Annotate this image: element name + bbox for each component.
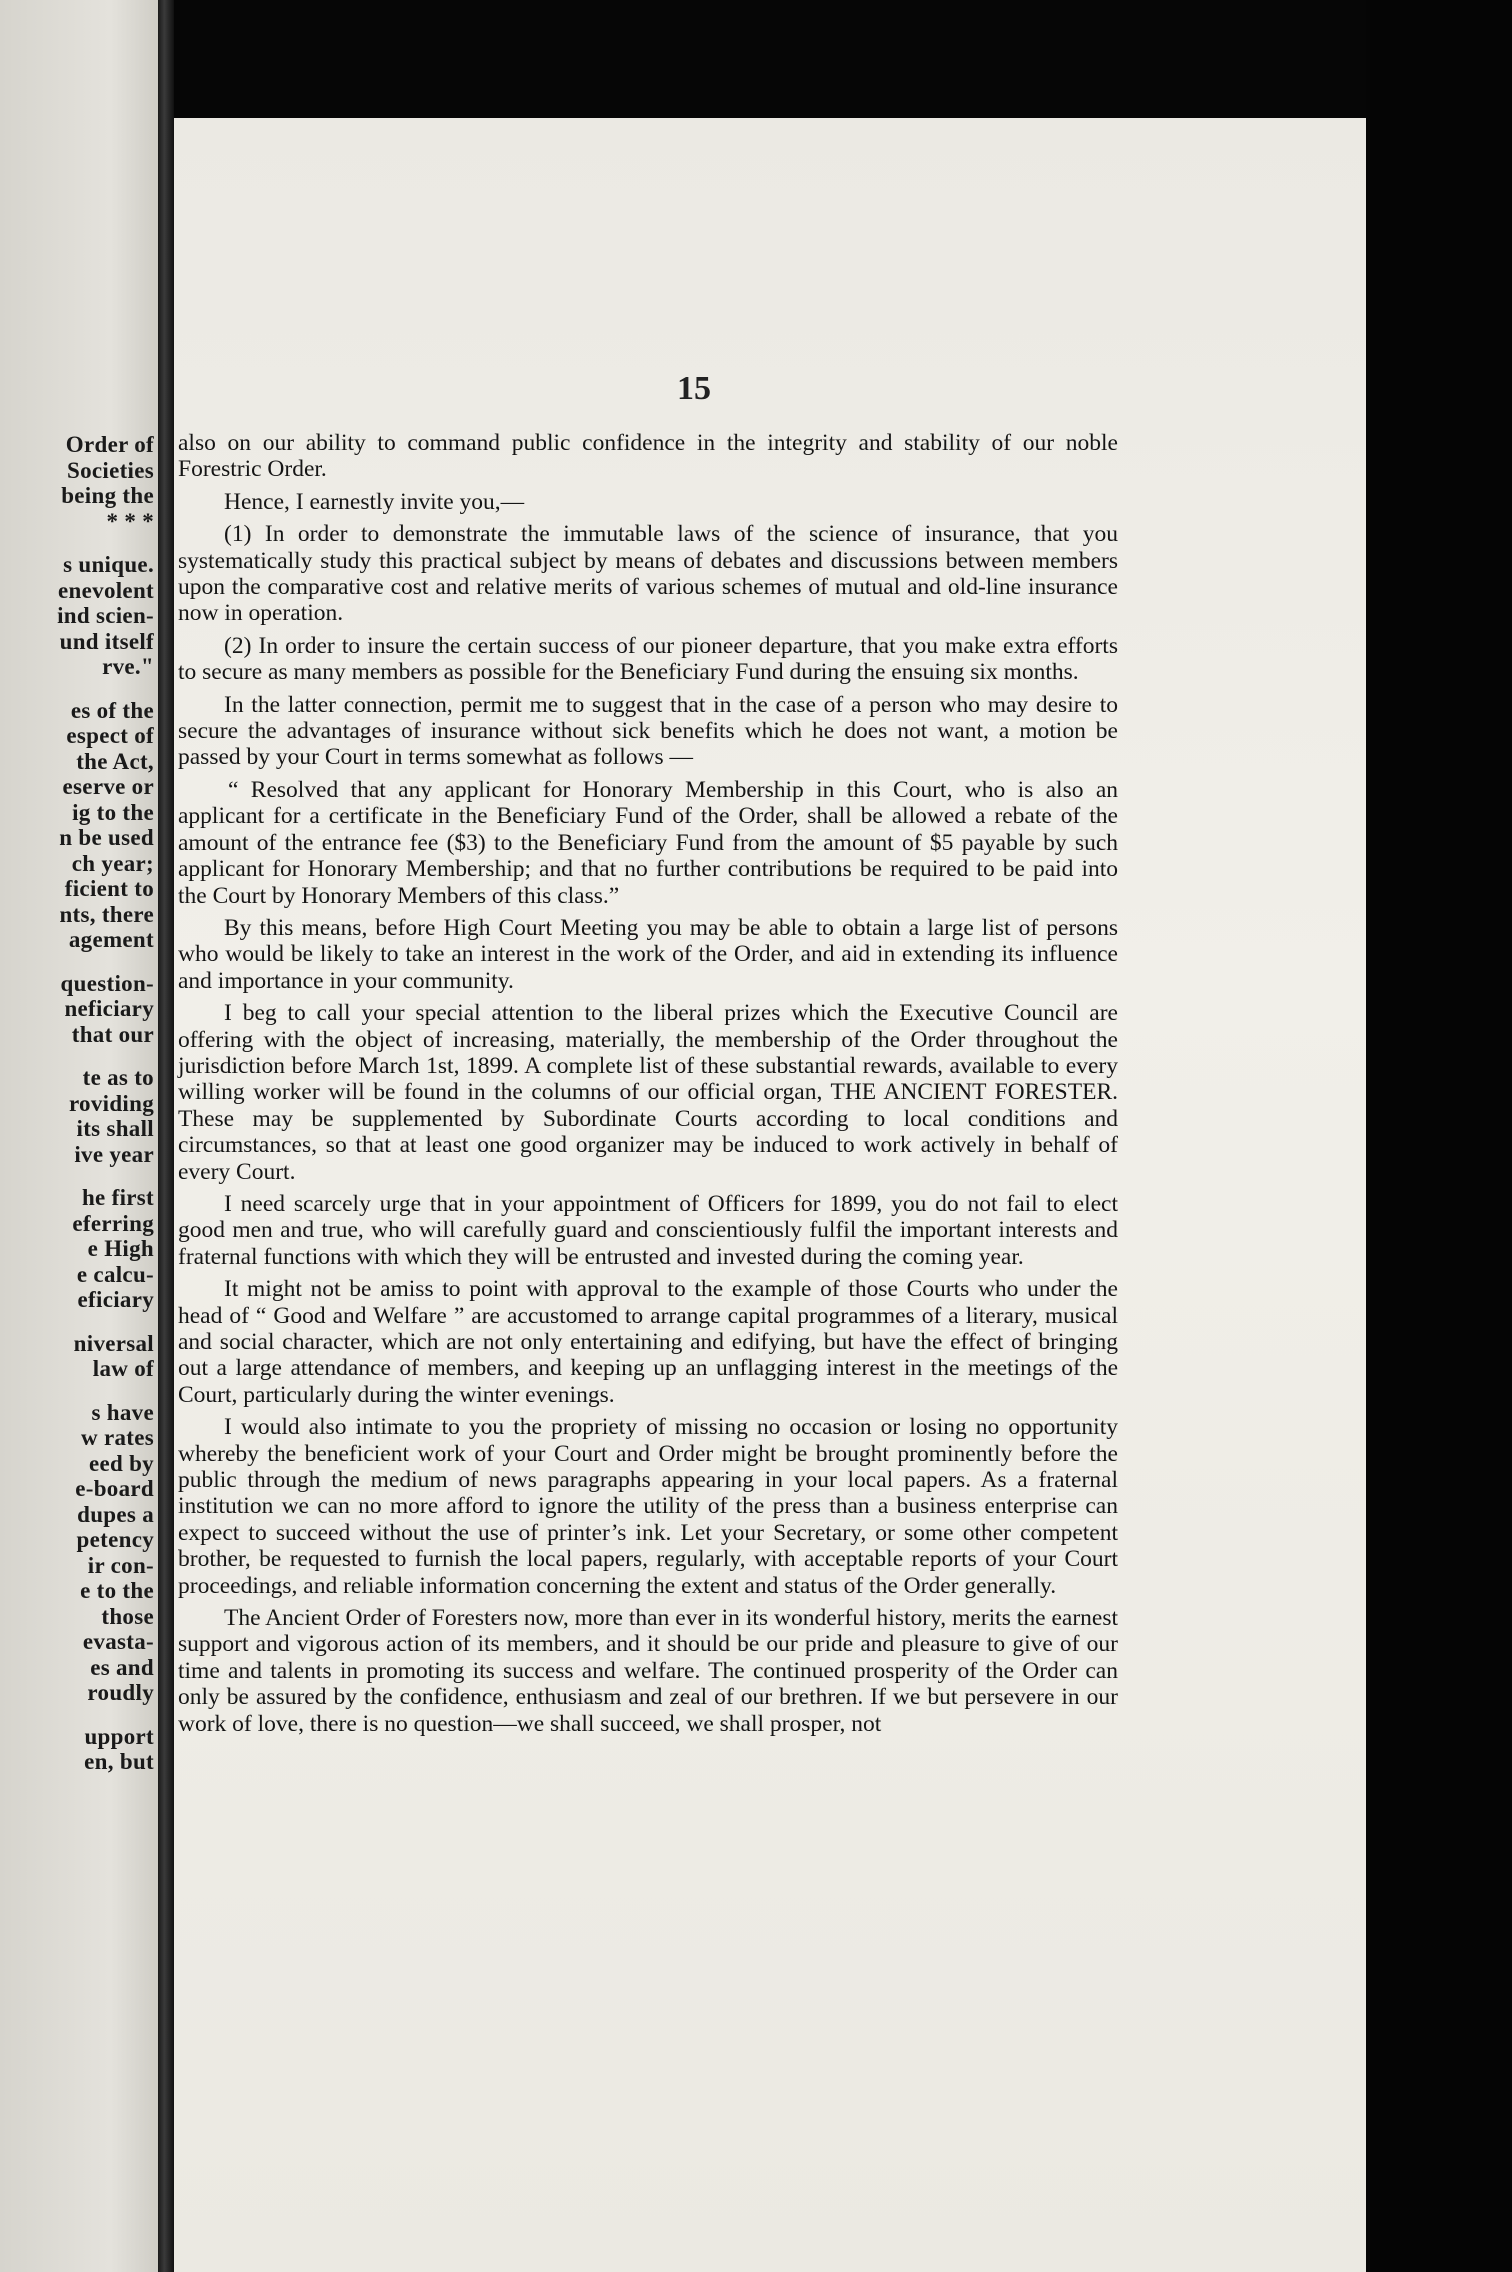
left-column-line: law of [92, 1356, 154, 1381]
left-column-line: eficiary [77, 1287, 154, 1312]
left-column-line: question- [60, 970, 154, 996]
left-column-line: petency [76, 1527, 154, 1552]
left-column-line: Societies [66, 457, 154, 483]
paragraph: (2) In order to insure the certain success of our pioneer departure, that you make extra efforts to secure as many members as possible for the Beneficiary Fund during the ensuing six months. [178, 632, 1118, 686]
left-column-line: evasta- [82, 1629, 154, 1654]
left-column-line: eferring [72, 1210, 154, 1236]
left-column-line: ir con- [87, 1552, 154, 1578]
book-spine [158, 0, 174, 2272]
paragraph: The Ancient Order of Foresters now, more than ever in its wonderful history, merits the earnest support and vigorous action of its members, and it should be our pride and pleasure to give of our time and talents in promoting its success and welfare. The continued prosperity of the Order can only be assured by the confidence, enthusiasm and zeal of our brethren. If we but persevere in our work of love, there is no question—we shall succeed, we shall prosper, not [178, 1605, 1118, 1737]
left-column-line: Order of [65, 432, 154, 457]
paragraph: I need scarcely urge that in your appointment of Officers for 1899, you do not fail to elect good men and true, who will carefully guard and conscientiously fulfil the important interests and fraternal functions with which they will be entrusted and invested during the coming year. [178, 1190, 1118, 1270]
left-column-line: roudly [87, 1680, 154, 1705]
left-column-line: und itself [59, 628, 154, 654]
left-column-line: neficiary [64, 996, 154, 1021]
paragraph: “ Resolved that any applicant for Honorary Membership in this Court, who is also an applicant for a certificate in the Beneficiary Fund of the Order, shall be allowed a rebate of the amount of the entrance fee ($3) to the Beneficiary Fund from the amount of $5 payable by such applicant for Honorary Membership; and that no further contributions be required to be paid into the Court by Honorary Members of this class.” [178, 776, 1118, 909]
left-column-line: es of the [70, 697, 154, 723]
left-column-gap [4, 1167, 154, 1185]
left-column-line: w rates [81, 1425, 154, 1450]
left-column-line: upport [84, 1723, 154, 1749]
paragraph: I beg to call your special attention to the liberal prizes which the Executive Council are offering with the object of increasing, materially, the membership of the Order throughout the jurisdiction before March 1st, 1899. A complete list of these substantial rewards, available to every willing worker will be found in the columns of our official organ, THE ANCIENT FORESTER. These may be supplemented by Subordinate Courts according to local conditions and circumstances, so that at least one good organizer may be induced to work actively in behalf of every Court. [178, 1000, 1118, 1185]
left-column-line: its shall [76, 1116, 154, 1141]
paragraph: It might not be amiss to point with approval to the example of those Courts who under the head of “ Good and Welfare ” are accustomed to arrange capital programmes of a literary, musical and social character, which are not only entertaining and edifying, but have the effect of bringing out a large attendance of members, and keeping up an unflagging interest in the meetings of the Court, particularly during the winter evenings. [178, 1276, 1118, 1408]
left-column-line: ive year [74, 1141, 154, 1167]
left-column-line: eed by [88, 1450, 154, 1476]
paragraph: Hence, I earnestly invite you,— [224, 488, 525, 515]
left-column-gap [4, 1382, 154, 1400]
left-column-line: en, but [84, 1749, 154, 1774]
left-column-text [4, 432, 154, 1775]
left-column-line: agement [68, 927, 154, 952]
left-column-gap [4, 534, 154, 552]
left-column-line: s unique. [63, 552, 154, 577]
left-column-line: ficient to [64, 876, 154, 901]
left-column-gap [4, 680, 154, 698]
left-column-line: rve." [102, 654, 154, 679]
left-column-line: e-board [75, 1476, 154, 1501]
left-column-line: he first [81, 1185, 154, 1210]
left-column-line: those [101, 1603, 154, 1629]
left-column-line: that our [71, 1021, 154, 1047]
left-column-line: s have [91, 1399, 154, 1425]
left-column-line: dupes a [77, 1501, 154, 1527]
left-column-line: e to the [80, 1578, 154, 1603]
left-column-gap [4, 953, 154, 971]
left-column-line: niversal [73, 1330, 154, 1356]
paragraph: also on our ability to command public confidence in the integrity and stability of our noble Forestric Order. [178, 430, 1118, 483]
left-column-line: the Act, [76, 748, 154, 774]
body-text [178, 430, 1118, 1743]
left-column-line: es and [90, 1654, 154, 1680]
left-column-gap [4, 1313, 154, 1331]
page-number: 15 [677, 370, 711, 407]
paragraph: I would also intimate to you the propriety of missing no occasion or losing no opportunity whereby the beneficient work of your Court and Order might be brought prominently before the public through the medium of news paragraphs appearing in your local papers. As a fraternal institution we can no more afford to ignore the utility of the press than a business enterprise can expect to succeed without the use of printer’s ink. Let your Secretary, or some other competent brother, be requested to furnish the local papers, regularly, with acceptable reports of your Court proceedings, and reliable information concerning the extent and status of the Order generally. [178, 1414, 1118, 1599]
left-column-line: ind scien- [57, 603, 154, 628]
scan-border-top [174, 0, 1366, 118]
scan-border-right [1366, 0, 1512, 2272]
left-column-line: roviding [68, 1090, 154, 1116]
main-page [174, 118, 1366, 2272]
left-column-gap [4, 1706, 154, 1724]
left-column-line: espect of [66, 723, 154, 748]
left-column-line: being the [61, 483, 154, 508]
left-column-line: ch year; [71, 850, 154, 876]
paragraph: In the latter connection, permit me to suggest that in the case of a person who may desire to secure the advantages of insurance without sick benefits which he does not want, a motion be passed by your Court in terms somewhat as follows — [178, 691, 1118, 771]
left-column-gap [4, 1047, 154, 1065]
left-column-line: n be used [59, 825, 154, 850]
left-column-line: eserve or [62, 774, 154, 799]
left-column-line: ig to the [72, 799, 154, 825]
left-column-line: enevolent [58, 577, 154, 603]
paragraph: (1) In order to demonstrate the immutable laws of the science of insurance, that you systematically study this practical subject by means of debates and discussions between members upon the comparative cost and relative merits of various schemes of mutual and old-line insurance now in operation. [178, 521, 1118, 627]
left-column-line: * * * [106, 508, 154, 534]
left-column-line: nts, there [59, 901, 154, 927]
left-column-line: e calcu- [76, 1261, 154, 1287]
left-page-fragment [0, 0, 158, 2272]
paragraph: By this means, before High Court Meeting you may be able to obtain a large list of persons who would be likely to take an interest in the work of the Order, and aid in extending its influence and importance in your community. [178, 914, 1118, 994]
left-column-line: e High [87, 1236, 154, 1261]
left-column-line: te as to [82, 1065, 154, 1090]
